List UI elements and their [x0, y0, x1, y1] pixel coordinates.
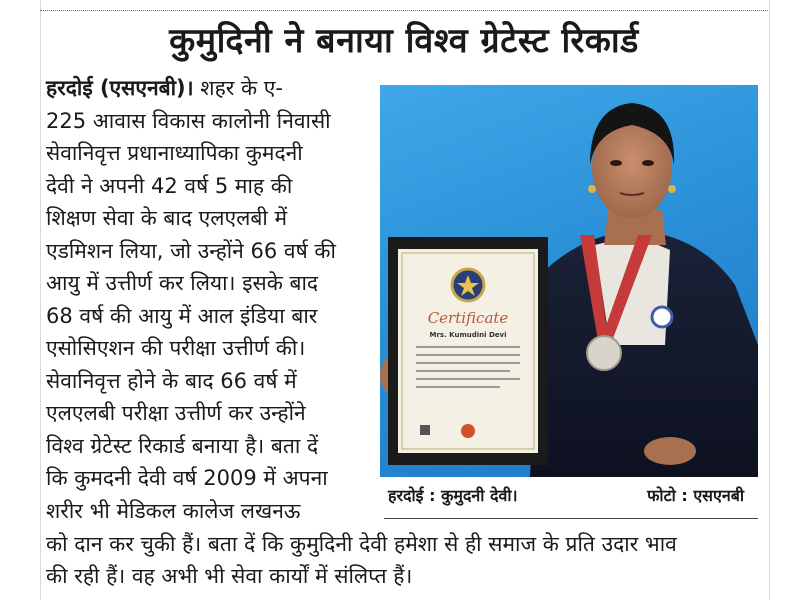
top-dotted-rule — [40, 10, 768, 11]
body-line-1 — [46, 72, 368, 105]
earring-left — [588, 185, 596, 193]
right-eye — [642, 160, 654, 166]
certificate-name: Mrs. Kumudini Devi — [429, 331, 507, 339]
body-line: 225 आवास विकास कालोनी निवासी — [46, 108, 331, 133]
body-line: एलएलबी परीक्षा उत्तीर्ण कर उन्होंने — [46, 401, 306, 425]
certificate-title: Certificate — [427, 309, 509, 327]
qr-code — [420, 425, 430, 435]
right-hand — [644, 437, 696, 465]
body-line: शिक्षण सेवा के बाद एलएलबी में — [46, 206, 288, 230]
body-line: सेवानिवृत्त होने के बाद 66 वर्ष में — [46, 368, 297, 393]
medal — [587, 336, 621, 370]
body-line: आयु में उत्तीर्ण कर लिया। इसके बाद — [46, 271, 319, 295]
body-line: को दान कर चुकी हैं। बता दें कि कुमुदिनी देवी हमेशा से ही समाज के प्रति उदार भाव — [46, 532, 677, 556]
body-line: एसोसिएशन की परीक्षा उत्तीर्ण की। — [46, 336, 306, 360]
body-line: देवी ने अपनी 42 वर्ष 5 माह की — [46, 173, 293, 198]
badge — [652, 307, 672, 327]
article-body-bottom — [46, 528, 764, 592]
news-photo — [380, 85, 758, 477]
photo-illustration — [380, 85, 758, 477]
body-line: की रही हैं। वह अभी भी सेवा कार्यों में संलिप्त हैं। — [46, 564, 413, 588]
caption-left: हरदोई : कुमुदनी देवी। — [388, 486, 518, 505]
body-line: कि कुमदनी देवी वर्ष 2009 में अपना — [46, 466, 328, 490]
certificate-seal — [461, 424, 475, 438]
body-line: शरीर भी मेडिकल कालेज लखनऊ — [46, 498, 301, 523]
body-line: एडमिशन लिया, जो उन्होंने 66 वर्ष की — [46, 238, 336, 263]
headline: कुमुदिनी ने बनाया विश्व ग्रेटेस्ट रिकार्ड — [169, 21, 639, 61]
caption-credit: फोटो : एसएनबी — [647, 486, 744, 505]
article-body — [46, 72, 368, 527]
body-line: सेवानिवृत्त प्रधानाध्यापिका कुमदनी — [46, 141, 303, 165]
dateline: हरदोई (एसएनबी)। — [46, 76, 194, 100]
earring-right — [668, 185, 676, 193]
body-line: 68 वर्ष की आयु में आल इंडिया बार — [46, 303, 318, 328]
photo-caption — [384, 484, 750, 510]
caption-rule — [384, 518, 758, 519]
left-eye — [610, 160, 622, 166]
body-line-1-text: शहर के ए- — [193, 76, 283, 100]
body-line: विश्व ग्रेटेस्ट रिकार्ड बनाया है। बता दें — [46, 433, 319, 458]
